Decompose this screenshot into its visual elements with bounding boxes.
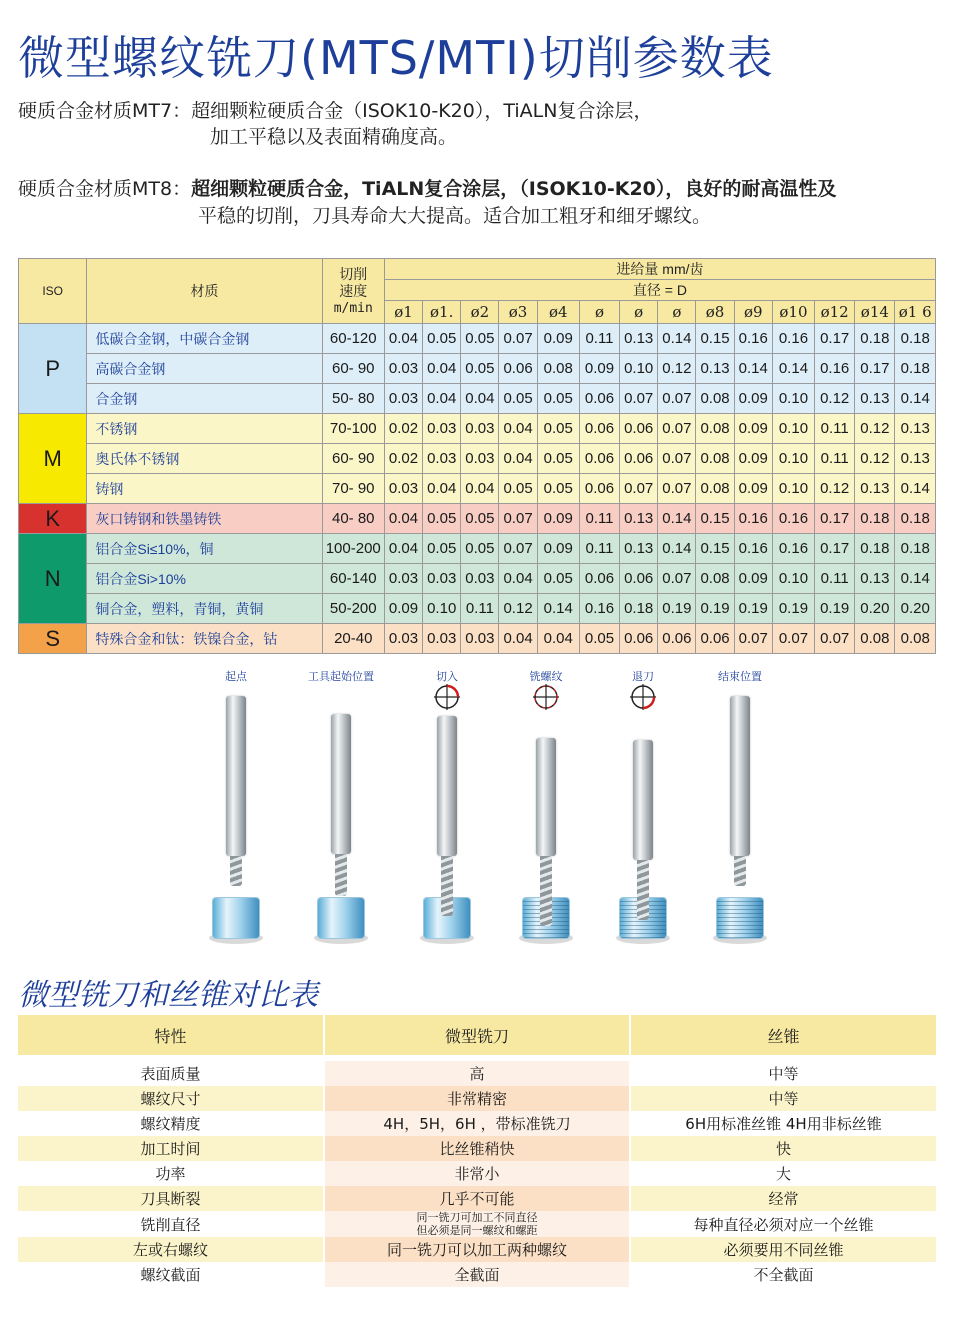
feed-cell: 0.06 <box>620 564 658 594</box>
feed-cell: 0.03 <box>423 414 461 444</box>
feed-cell: 0.05 <box>579 624 619 654</box>
feed-cell: 0.05 <box>537 474 579 504</box>
feed-cell: 0.05 <box>423 534 461 564</box>
feed-cell: 0.09 <box>579 354 619 384</box>
feed-cell: 0.11 <box>815 444 855 474</box>
feed-cell: 0.14 <box>658 324 696 354</box>
tool-tip <box>335 854 347 896</box>
diameter-header-cell: ø <box>658 301 696 324</box>
feed-cell: 0.04 <box>461 474 499 504</box>
feed-cell: 0.06 <box>658 624 696 654</box>
feed-cell: 0.15 <box>696 504 734 534</box>
feed-cell: 0.03 <box>384 384 422 414</box>
feed-cell: 0.04 <box>384 504 422 534</box>
material-cell: 铝合金Si≤10%，铜 <box>87 534 322 564</box>
comparison-mill: 4H，5H，6H ，带标准铣刀 <box>324 1111 630 1136</box>
diameter-header-cell: ø4 <box>537 301 579 324</box>
process-step-label: 退刀 <box>632 670 654 683</box>
feed-cell: 0.07 <box>620 474 658 504</box>
feed-cell: 0.07 <box>658 564 696 594</box>
feed-cell: 0.05 <box>499 384 537 414</box>
feed-cell: 0.19 <box>658 594 696 624</box>
feed-cell: 0.04 <box>499 414 537 444</box>
feed-cell: 0.08 <box>696 414 734 444</box>
feed-cell: 0.04 <box>384 324 422 354</box>
feed-cell: 0.10 <box>772 414 814 444</box>
feed-cell: 0.07 <box>658 474 696 504</box>
parameter-row <box>19 504 936 534</box>
feed-cell: 0.17 <box>855 354 895 384</box>
material-cell: 铜合金，塑料，青铜，黄铜 <box>87 594 322 624</box>
comparison-tap: 每种直径必须对应一个丝锥 <box>630 1211 936 1237</box>
speed-cell: 70- 90 <box>322 474 384 504</box>
cutting-parameter-table <box>18 258 936 654</box>
comparison-tap: 经常 <box>630 1186 936 1211</box>
feed-cell: 0.03 <box>423 564 461 594</box>
feed-cell: 0.16 <box>815 354 855 384</box>
comparison-mill: 非常小 <box>324 1161 630 1186</box>
feed-cell: 0.07 <box>658 384 696 414</box>
speed-cell: 60-120 <box>322 324 384 354</box>
comparison-header-mill: 微型铣刀 <box>324 1015 630 1055</box>
tool-shank <box>633 740 653 860</box>
material-cell: 合金钢 <box>87 384 322 414</box>
mt8-label: 硬质合金材质MT8： <box>18 178 192 200</box>
tool-shank <box>536 738 556 856</box>
feed-cell: 0.09 <box>734 474 772 504</box>
diameter-header-cell: ø <box>620 301 658 324</box>
comparison-mill: 高 <box>324 1061 630 1086</box>
feed-cell: 0.20 <box>895 594 936 624</box>
comparison-feature: 铣削直径 <box>18 1211 324 1237</box>
comparison-tap: 中等 <box>630 1086 936 1111</box>
feed-cell: 0.05 <box>461 534 499 564</box>
feed-cell: 0.13 <box>855 384 895 414</box>
crosshair-icon <box>630 684 656 710</box>
speed-cell: 70-100 <box>322 414 384 444</box>
comparison-tap: 6H用标准丝锥 4H用非标丝锥 <box>630 1111 936 1136</box>
feed-cell: 0.10 <box>423 594 461 624</box>
speed-cell: 60-140 <box>322 564 384 594</box>
feed-cell: 0.06 <box>579 564 619 594</box>
speed-cell: 50- 80 <box>322 384 384 414</box>
feed-cell: 0.12 <box>815 384 855 414</box>
speed-header-line1: 切削 <box>339 265 368 282</box>
feed-cell: 0.09 <box>734 444 772 474</box>
diameter-header: 直径 = D <box>384 280 935 301</box>
feed-cell: 0.13 <box>620 534 658 564</box>
feed-cell: 0.16 <box>734 324 772 354</box>
diameter-header-cell: ø12 <box>815 301 855 324</box>
feed-cell: 0.04 <box>423 384 461 414</box>
feed-cell: 0.11 <box>815 564 855 594</box>
feed-cell: 0.13 <box>855 474 895 504</box>
comparison-feature: 加工时间 <box>18 1136 324 1161</box>
feed-cell: 0.05 <box>499 474 537 504</box>
feed-cell: 0.04 <box>461 384 499 414</box>
feed-cell: 0.08 <box>696 564 734 594</box>
feed-cell: 0.04 <box>499 624 537 654</box>
feed-cell: 0.19 <box>772 594 814 624</box>
feed-cell: 0.07 <box>734 624 772 654</box>
feed-cell: 0.05 <box>537 444 579 474</box>
feed-cell: 0.15 <box>696 324 734 354</box>
feed-cell: 0.04 <box>423 474 461 504</box>
feed-cell: 0.09 <box>734 564 772 594</box>
iso-group-m: M <box>19 414 87 504</box>
diameter-header-cell: ø3 <box>499 301 537 324</box>
comparison-row <box>18 1262 936 1287</box>
comparison-feature: 左或右螺纹 <box>18 1237 324 1262</box>
material-cell: 灰口铸钢和铁墨铸铁 <box>87 504 322 534</box>
feed-cell: 0.10 <box>620 354 658 384</box>
comparison-body <box>18 1055 936 1287</box>
tool-shank <box>437 716 457 856</box>
feed-header: 进给量 mm/齿 <box>384 259 935 280</box>
feed-cell: 0.02 <box>384 444 422 474</box>
parameter-row <box>19 534 936 564</box>
feed-cell: 0.13 <box>895 414 936 444</box>
feed-cell: 0.07 <box>815 624 855 654</box>
feed-cell: 0.08 <box>855 624 895 654</box>
mt8-line2: 平稳的切削，刀具寿命大大提高。适合加工粗牙和细牙螺纹。 <box>198 205 712 227</box>
feed-cell: 0.19 <box>734 594 772 624</box>
feed-cell: 0.03 <box>384 564 422 594</box>
feed-cell: 0.11 <box>579 324 619 354</box>
feed-cell: 0.09 <box>384 594 422 624</box>
feed-cell: 0.12 <box>855 444 895 474</box>
comparison-feature: 螺纹截面 <box>18 1262 324 1287</box>
crosshair-icon <box>533 684 559 710</box>
material-cell: 不锈钢 <box>87 414 322 444</box>
feed-cell: 0.18 <box>895 354 936 384</box>
comparison-tap: 中等 <box>630 1061 936 1086</box>
feed-cell: 0.09 <box>537 324 579 354</box>
comparison-tap: 不全截面 <box>630 1262 936 1287</box>
feed-cell: 0.17 <box>815 324 855 354</box>
feed-cell: 0.03 <box>461 564 499 594</box>
comparison-feature: 表面质量 <box>18 1061 324 1086</box>
comparison-header-tap: 丝锥 <box>630 1015 936 1055</box>
process-step-label: 工具起始位置 <box>308 670 374 683</box>
feed-cell: 0.12 <box>815 474 855 504</box>
comparison-row <box>18 1186 936 1211</box>
tool-shank <box>730 696 750 856</box>
crosshair-icon <box>434 684 460 710</box>
feed-cell: 0.14 <box>658 504 696 534</box>
diameter-header-cell: ø1. <box>423 301 461 324</box>
iso-group-n: N <box>19 534 87 624</box>
diameter-header-cell: ø14 <box>855 301 895 324</box>
feed-cell: 0.16 <box>772 534 814 564</box>
feed-cell: 0.06 <box>579 414 619 444</box>
feed-cell: 0.04 <box>384 534 422 564</box>
tool-tip <box>230 856 242 886</box>
tool-tip <box>441 856 453 916</box>
diameter-header-cell: ø8 <box>696 301 734 324</box>
feed-cell: 0.13 <box>696 354 734 384</box>
feed-cell: 0.07 <box>658 444 696 474</box>
feed-cell: 0.18 <box>855 324 895 354</box>
feed-cell: 0.06 <box>579 444 619 474</box>
feed-cell: 0.17 <box>815 534 855 564</box>
parameter-row <box>19 384 936 414</box>
feed-cell: 0.03 <box>384 624 422 654</box>
feed-cell: 0.03 <box>423 624 461 654</box>
speed-cell: 60- 90 <box>322 354 384 384</box>
process-step-label: 铣螺纹 <box>529 670 563 683</box>
feed-cell: 0.14 <box>658 534 696 564</box>
feed-cell: 0.05 <box>461 324 499 354</box>
feed-cell: 0.14 <box>537 594 579 624</box>
diameter-header-cell: ø2 <box>461 301 499 324</box>
workpiece <box>318 898 364 938</box>
feed-cell: 0.18 <box>620 594 658 624</box>
mt7-description <box>18 96 652 123</box>
speed-cell: 60- 90 <box>322 444 384 474</box>
feed-cell: 0.03 <box>461 444 499 474</box>
diameter-header-cell: ø9 <box>734 301 772 324</box>
comparison-row <box>18 1086 936 1111</box>
comparison-mill: 比丝锥稍快 <box>324 1136 630 1161</box>
parameter-row <box>19 564 936 594</box>
feed-cell: 0.05 <box>461 354 499 384</box>
process-step-label: 起点 <box>225 670 247 683</box>
process-steps <box>0 664 960 954</box>
feed-cell: 0.05 <box>537 414 579 444</box>
material-header: 材质 <box>87 259 322 324</box>
speed-cell: 40- 80 <box>322 504 384 534</box>
tool-tip <box>540 856 552 926</box>
iso-header: ISO <box>19 259 87 324</box>
comparison-tap: 必须要用不同丝锥 <box>630 1237 936 1262</box>
feed-cell: 0.03 <box>384 474 422 504</box>
feed-cell: 0.12 <box>499 594 537 624</box>
feed-cell: 0.11 <box>461 594 499 624</box>
parameter-row <box>19 444 936 474</box>
iso-group-p: P <box>19 324 87 414</box>
comparison-title: 微型铣刀和丝锥对比表 <box>18 978 318 1013</box>
mt8-description <box>18 174 836 201</box>
comparison-mill: 同一铣刀可以加工两种螺纹 <box>324 1237 630 1262</box>
diameter-header-cell: ø10 <box>772 301 814 324</box>
feed-cell: 0.03 <box>423 444 461 474</box>
feed-cell: 0.16 <box>772 324 814 354</box>
feed-cell: 0.02 <box>384 414 422 444</box>
feed-cell: 0.06 <box>499 354 537 384</box>
feed-cell: 0.07 <box>772 624 814 654</box>
feed-cell: 0.08 <box>696 384 734 414</box>
feed-cell: 0.10 <box>772 444 814 474</box>
feed-cell: 0.17 <box>815 504 855 534</box>
material-cell: 特殊合金和钛：铁镍合金，钴 <box>87 624 322 654</box>
speed-cell: 100-200 <box>322 534 384 564</box>
comparison-row <box>18 1061 936 1086</box>
parameter-row <box>19 474 936 504</box>
feed-cell: 0.15 <box>696 534 734 564</box>
feed-cell: 0.04 <box>423 354 461 384</box>
speed-cell: 20-40 <box>322 624 384 654</box>
feed-cell: 0.12 <box>658 354 696 384</box>
feed-cell: 0.13 <box>620 504 658 534</box>
tool-shank <box>226 696 246 856</box>
material-cell: 低碳合金钢，中碳合金钢 <box>87 324 322 354</box>
feed-cell: 0.03 <box>461 414 499 444</box>
feed-cell: 0.04 <box>499 444 537 474</box>
feed-cell: 0.09 <box>734 414 772 444</box>
iso-group-k: K <box>19 504 87 534</box>
feed-cell: 0.08 <box>696 444 734 474</box>
feed-cell: 0.14 <box>895 384 936 414</box>
feed-cell: 0.07 <box>499 534 537 564</box>
parameter-row <box>19 414 936 444</box>
speed-header-line2: 速度 <box>339 282 368 299</box>
feed-cell: 0.08 <box>696 474 734 504</box>
tool-tip <box>734 856 746 886</box>
parameter-body <box>19 324 936 654</box>
comparison-row <box>18 1111 936 1136</box>
feed-cell: 0.16 <box>734 534 772 564</box>
feed-cell: 0.09 <box>734 384 772 414</box>
comparison-feature: 螺纹精度 <box>18 1111 324 1136</box>
feed-cell: 0.07 <box>499 504 537 534</box>
feed-cell: 0.18 <box>895 534 936 564</box>
feed-cell: 0.06 <box>620 414 658 444</box>
feed-cell: 0.05 <box>461 504 499 534</box>
feed-cell: 0.05 <box>423 324 461 354</box>
mt8-line1: 超细颗粒硬质合金，TiALN复合涂层，（ISOK10-K20），良好的耐高温性及 <box>191 178 837 200</box>
feed-cell: 0.16 <box>579 594 619 624</box>
feed-cell: 0.10 <box>772 384 814 414</box>
feed-cell: 0.04 <box>537 624 579 654</box>
feed-cell: 0.13 <box>855 564 895 594</box>
feed-cell: 0.10 <box>772 474 814 504</box>
feed-cell: 0.06 <box>620 624 658 654</box>
feed-cell: 0.05 <box>537 564 579 594</box>
mt7-label: 硬质合金材质MT7： <box>18 100 192 122</box>
feed-cell: 0.10 <box>772 564 814 594</box>
feed-cell: 0.08 <box>895 624 936 654</box>
feed-cell: 0.14 <box>895 564 936 594</box>
material-cell: 奥氏体不锈钢 <box>87 444 322 474</box>
material-cell: 高碳合金钢 <box>87 354 322 384</box>
feed-cell: 0.03 <box>461 624 499 654</box>
feed-cell: 0.11 <box>579 534 619 564</box>
feed-cell: 0.16 <box>772 504 814 534</box>
iso-group-s: S <box>19 624 87 654</box>
diameter-header-cell: ø <box>579 301 619 324</box>
comparison-mill: 非常精密 <box>324 1086 630 1111</box>
diameter-header-cell: ø1 <box>384 301 422 324</box>
feed-cell: 0.11 <box>815 414 855 444</box>
tool-shank <box>331 714 351 854</box>
feed-cell: 0.07 <box>620 384 658 414</box>
material-cell: 铝合金Si>10% <box>87 564 322 594</box>
feed-cell: 0.07 <box>499 324 537 354</box>
process-step-label: 结束位置 <box>718 670 762 683</box>
comparison-feature: 刀具断裂 <box>18 1186 324 1211</box>
comparison-mill: 几乎不可能 <box>324 1186 630 1211</box>
feed-cell: 0.06 <box>620 444 658 474</box>
page-title: 微型螺纹铣刀(MTS/MTI)切削参数表 <box>18 31 774 85</box>
feed-cell: 0.19 <box>696 594 734 624</box>
feed-cell: 0.03 <box>384 354 422 384</box>
feed-cell: 0.13 <box>895 444 936 474</box>
diameter-header-cell: ø1 6 <box>895 301 936 324</box>
comparison-tap: 快 <box>630 1136 936 1161</box>
parameter-row <box>19 624 936 654</box>
feed-cell: 0.05 <box>537 384 579 414</box>
comparison-mill: 同一铣刀可加工不同直径 但必须是同一螺纹和螺距 <box>324 1211 630 1237</box>
feed-cell: 0.18 <box>895 324 936 354</box>
feed-cell: 0.20 <box>855 594 895 624</box>
comparison-row <box>18 1161 936 1186</box>
feed-cell: 0.05 <box>423 504 461 534</box>
feed-cell: 0.09 <box>537 534 579 564</box>
speed-cell: 50-200 <box>322 594 384 624</box>
process-step-label: 切入 <box>436 670 458 683</box>
material-cell: 铸钢 <box>87 474 322 504</box>
workpiece <box>213 898 259 938</box>
feed-cell: 0.14 <box>772 354 814 384</box>
feed-cell: 0.08 <box>537 354 579 384</box>
speed-header-line3: m/min <box>333 300 373 316</box>
comparison-table <box>18 1015 936 1287</box>
comparison-feature: 螺纹尺寸 <box>18 1086 324 1111</box>
feed-cell: 0.18 <box>855 504 895 534</box>
feed-cell: 0.06 <box>579 474 619 504</box>
comparison-mill: 全截面 <box>324 1262 630 1287</box>
parameter-row <box>19 354 936 384</box>
feed-cell: 0.06 <box>579 384 619 414</box>
speed-header <box>322 259 384 324</box>
feed-cell: 0.19 <box>815 594 855 624</box>
comparison-row <box>18 1237 936 1262</box>
feed-cell: 0.06 <box>696 624 734 654</box>
feed-cell: 0.12 <box>855 414 895 444</box>
parameter-row <box>19 594 936 624</box>
feed-cell: 0.04 <box>499 564 537 594</box>
feed-cell: 0.13 <box>620 324 658 354</box>
comparison-row <box>18 1211 936 1237</box>
comparison-feature: 功率 <box>18 1161 324 1186</box>
mt7-line2: 加工平稳以及表面精确度高。 <box>210 126 458 148</box>
comparison-row <box>18 1136 936 1161</box>
threaded-workpiece <box>717 898 763 938</box>
comparison-header-feature: 特性 <box>18 1015 324 1055</box>
feed-cell: 0.16 <box>734 504 772 534</box>
feed-cell: 0.07 <box>658 414 696 444</box>
feed-cell: 0.14 <box>734 354 772 384</box>
feed-cell: 0.11 <box>579 504 619 534</box>
parameter-row <box>19 324 936 354</box>
feed-cell: 0.18 <box>855 534 895 564</box>
comparison-tap: 大 <box>630 1161 936 1186</box>
mt7-line1: 超细颗粒硬质合金（ISOK10-K20），TiALN复合涂层， <box>191 100 653 122</box>
feed-cell: 0.18 <box>895 504 936 534</box>
feed-cell: 0.14 <box>895 474 936 504</box>
tool-tip <box>637 860 649 920</box>
feed-cell: 0.09 <box>537 504 579 534</box>
